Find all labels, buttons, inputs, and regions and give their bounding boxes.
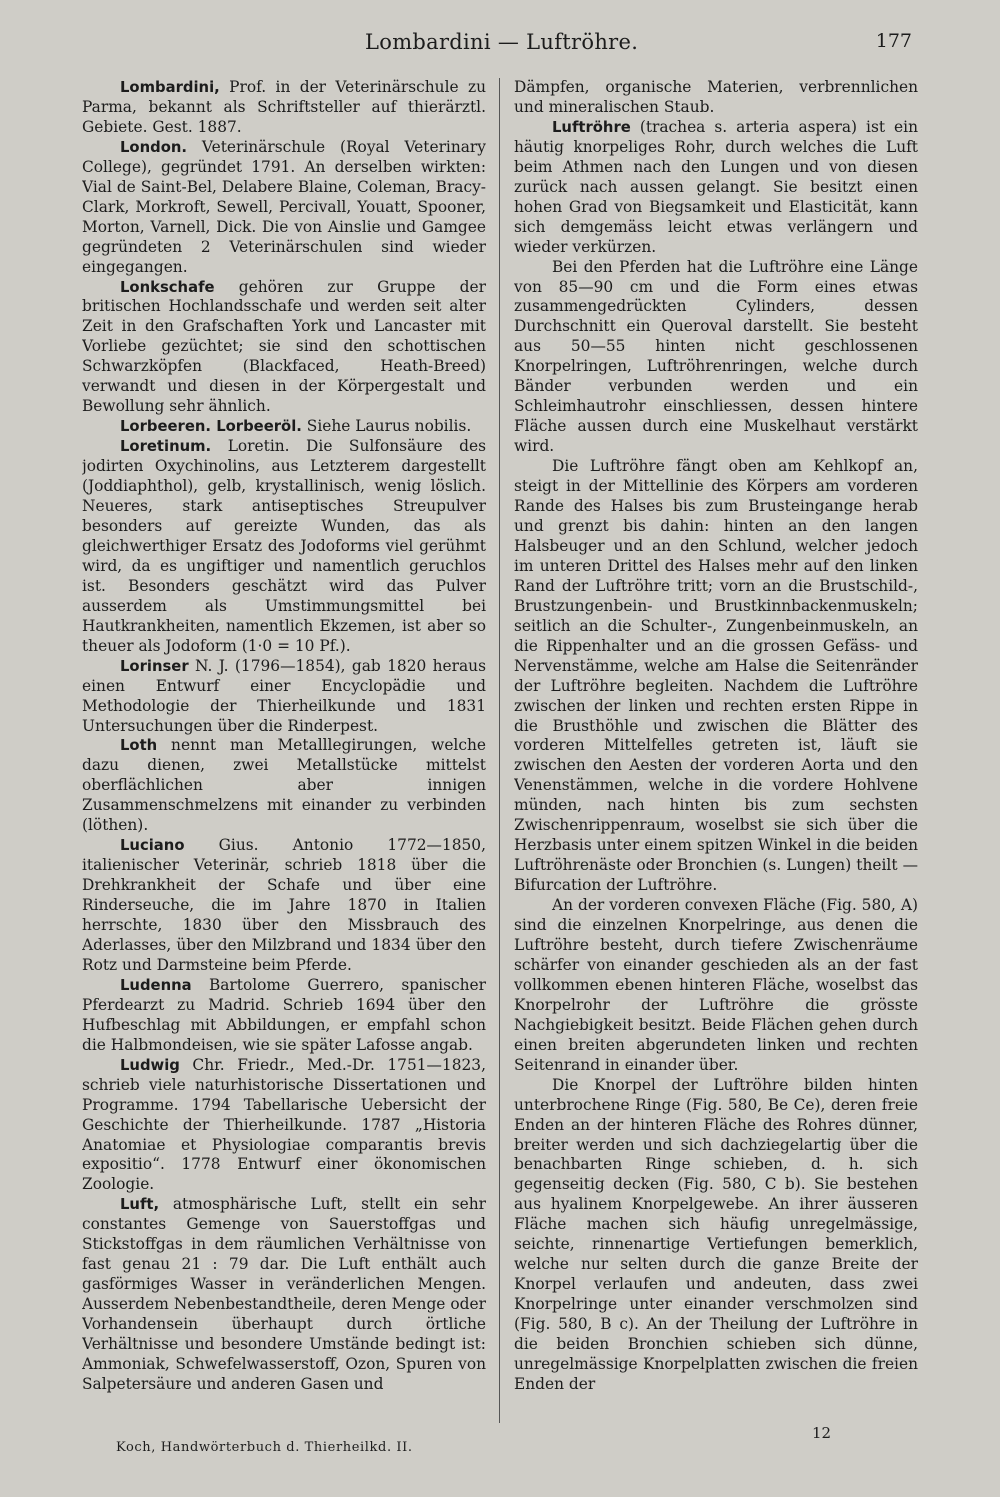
entry-luftroehre (514, 118, 918, 258)
entry-text: Gius. Antonio 1772—1850, italienischer Veterinär, schrieb 1818 über die Drehkrankheit der Schafe und über eine Rinderseuche, die im Jahre 1870 in Italien herrschte, 1830 über den Missbrauch des Aderlasses, über den Milzbrand und 1834 über den Rotz und Darmsteine beim Pferde. (82, 836, 486, 974)
entry-text: Die Luftröhre fängt oben am Kehlkopf an, steigt in der Mittellinie des Körpers am vorderen Rande des Halses bis zum Brusteingange herab und grenzt bis dahin: hinten an den langen Halsbeuger und an den Schlund, welcher jedoch im unteren Drittel des Halses mehr auf den linken Rand der Luftröhre tritt; vorn an die Brustschild-, Brustzungenbein- und Brustkinnbackenmuskeln; seitlich an die Schulter-, Zungenbeinmuskeln, an die Rippenhalter und an die grossen Gefäss- und Nervenstämme, welche am Halse die Seitenränder der Luftröhre begleiten. Nachdem die Luftröhre zwischen der linken und rechten ersten Rippe in die Brusthöhle und zwischen die Blätter des vorderen Mittelfelles getreten ist, läuft sie zwischen den Aesten der vorderen Aorta und den Venenstämmen, welche in die vordere Hohlvene münden, nach hinten bis zum sechsten Zwischenrippenraum, woselbst sie sich über die Herzbasis unter einem spitzen Winkel in die beiden Luftröhrenäste oder Bronchien (s. Lungen) theilt — Bifurcation der Luftröhre. (514, 457, 918, 895)
header-title: Lombardini — Luftröhre. (365, 30, 639, 54)
entry-head: Lombardini, (120, 79, 220, 96)
entry-lorbeeren (82, 417, 486, 437)
paragraph (514, 457, 918, 896)
paragraph (514, 258, 918, 458)
entry-head: Lorbeeren. Lorbeeröl. (120, 418, 302, 436)
entry-lonkschafe (82, 278, 486, 418)
entry-head: Ludenna (120, 976, 192, 994)
entry-text: Siehe Laurus nobilis. (301, 417, 472, 436)
entry-lorinser (82, 657, 486, 737)
entry-text: Chr. Friedr., Med.-Dr. 1751—1823, schrieb viele naturhistorische Dissertationen und Programme. 1794 Tabellarische Uebersicht der Geschichte der Thierheilkunde. 1787 „Historia Anatomiae et Physiologiae comparantis brevis expositio“. 1778 Entwurf einer ökonomischen Zoologie. (82, 1055, 486, 1194)
entry-head: Luciano (120, 837, 185, 855)
entry-text: N. J. (1796—1854), gab 1820 heraus einen Entwurf einer Encyclopädie und Methodologie der Thierheilkunde und 1831 Untersuchungen über die Rinderpest. (82, 656, 486, 735)
entry-head: Lorinser (120, 657, 189, 675)
entry-head: London. (120, 138, 188, 156)
entry-text: Veterinärschule (Royal Veterinary College), gegründet 1791. An derselben wirkten: Vial de Saint-Bel, Delabere Blaine, Coleman, Bracy-Clark, Morkroft, Sewell, Percivall, Youatt, Spooner, Morton, Varnell, Dick. Die von Ainslie und Gamgee gegründeten 2 Veterinärschulen sind wieder eingegangen. (82, 137, 486, 276)
entry-text: Prof. in der Veterinärschule zu Parma, bekannt als Schriftsteller auf thierärztl. Gebiete. Gest. 1887. (82, 78, 486, 136)
entry-head: Loretinum. (120, 438, 212, 456)
entry-ludwig (82, 1056, 486, 1196)
entry-text: Bartolome Guerrero, spanischer Pferdearzt zu Madrid. Schrieb 1694 über den Hufbeschlag mit Abbildungen, er empfahl schon die Halbmondeisen, wie sie später Lafosse angab. (82, 975, 486, 1054)
entry-head: Luftröhre (552, 118, 631, 136)
running-header (0, 28, 1000, 62)
paragraph (514, 896, 918, 1076)
entry-text: gehören zur Gruppe der britischen Hochlandsschafe und werden seit alter Zeit in den Grafschaften York und Lancaster mit Vorliebe gezüchtet; sie sind den schottischen Schwarzköpfen (Blackfaced, Heath-Breed) verwandt und diesen in der Körpergestalt und Bewollung sehr ähnlich. (82, 277, 486, 416)
entry-text: Die Knorpel der Luftröhre bilden hinten unterbrochene Ringe (Fig. 580, Be Ce), deren freie Enden an der hinteren Fläche des Rohres dünner, breiter werden und sich dachziegelartig über die benachbarten Ringe schieben, d. h. sich gegenseitig decken (Fig. 580, C b). Sie bestehen aus hyalinem Knorpelgewebe. An ihrer äusseren Fläche machen sich häufig unregelmässige, seichte, rinnenartige Vertiefungen bemerklich, welche nur selten durch die ganze Breite der Knorpel verlaufen und andeuten, dass zwei Knorpelringe unter einander verschmolzen sind (Fig. 580, B c). An der Theilung der Luftröhre in die beiden Bronchien schieben sich dünne, unregelmässige Knorpelplatten zwischen die freien Enden der (514, 1075, 918, 1393)
entry-text: Loretin. Die Sulfonsäure des jodirten Oxychinolins, aus Letzterem dargestellt (Joddiaphthol), gelb, krystallinisch, wenig löslich. Neueres, stark antiseptisches Streupulver besonders auf gereizte Wunden, das als gleichwerthiger Ersatz des Jodoforms viel gerühmt wird, da es ungiftiger und namentlich geruchlos ist. Besonders geschätzt wird das Pulver ausserdem als Umstimmungsmittel bei Hautkrankheiten, namentlich Ekzemen, ist aber so theuer als Jodoform (1·0 = 10 Pf.). (82, 437, 486, 655)
entry-head: Ludwig (120, 1056, 180, 1074)
entry-head: Luft, (120, 1196, 160, 1214)
entry-text: (trachea s. arteria aspera) ist ein häutig knorpeliges Rohr, durch welches die Luft beim Athmen nach den Lungen und von diesen zurück nach aussen gelangt. Sie besitzt einen hohen Grad von Biegsamkeit und Elasticität, kann sich demgemäss leicht etwas verlängern und wieder verkürzen. (514, 117, 918, 256)
entry-text: atmosphärische Luft, stellt ein sehr constantes Gemenge von Sauerstoffgas und Stickstoffgas in dem räumlichen Verhältnisse von fast genau 21 : 79 dar. Die Luft enthält auch gasförmiges Wasser in veränderlichen Mengen. Ausserdem Nebenbestandtheile, deren Menge oder Vorhandensein überhaupt durch örtliche Verhältnisse und besondere Umstände bedingt ist: Ammoniak, Schwefelwasserstoff, Ozon, Spuren von Salpetersäure und anderen Gasen und (82, 1195, 486, 1393)
entry-text: Bei den Pferden hat die Luftröhre eine Länge von 85—90 cm und die Form eines etwas zusammengedrückten Cylinders, dessen Durchschnitt ein Queroval darstellt. Sie besteht aus 50—55 hinten nicht geschlossenen Knorpelringen, Luftröhrenringen, welche durch Bänder verbunden werden und ein Schleimhautrohr einschliessen, dessen hintere Fläche aussen durch eine Muskelhaut verstärkt wird. (514, 257, 918, 456)
entry-loth (82, 736, 486, 836)
left-column (82, 78, 486, 1428)
entry-lombardini (82, 78, 486, 138)
page-number: 177 (875, 30, 912, 52)
entry-luft-continued (514, 78, 918, 118)
entry-luft (82, 1195, 486, 1395)
entry-ludenna (82, 976, 486, 1056)
entry-text: An der vorderen convexen Fläche (Fig. 580, A) sind die einzelnen Knorpelringe, aus denen die Luftröhre besteht, durch tiefere Zwischenräume schärfer von einander geschieden als an der fast vollkommen ebenen hinteren Fläche, woselbst das Knorpelrohr der Luftröhre die grösste Nachgiebigkeit besitzt. Beide Flächen gehen durch einen breiten abgerundeten linken und rechten Seitenrand in einander über. (514, 896, 918, 1074)
entry-text: Dämpfen, organische Materien, verbrennlichen und mineralischen Staub. (514, 78, 918, 116)
entry-luciano (82, 836, 486, 976)
entry-text: nennt man Metalllegirungen, welche dazu dienen, zwei Metallstücke mittelst oberflächlichen aber innigen Zusammenschmelzens mit einander zu verbinden (löthen). (82, 736, 486, 835)
right-column (514, 78, 918, 1428)
entry-head: Loth (120, 737, 158, 755)
entry-loretinum (82, 437, 486, 656)
column-divider (499, 78, 500, 1423)
paragraph (514, 1076, 918, 1395)
entry-head: Lonkschafe (120, 278, 215, 296)
signature-mark: 12 (812, 1424, 832, 1442)
entry-london (82, 138, 486, 278)
imprint-footer: Koch, Handwörterbuch d. Thierheilkd. II. (116, 1440, 413, 1455)
